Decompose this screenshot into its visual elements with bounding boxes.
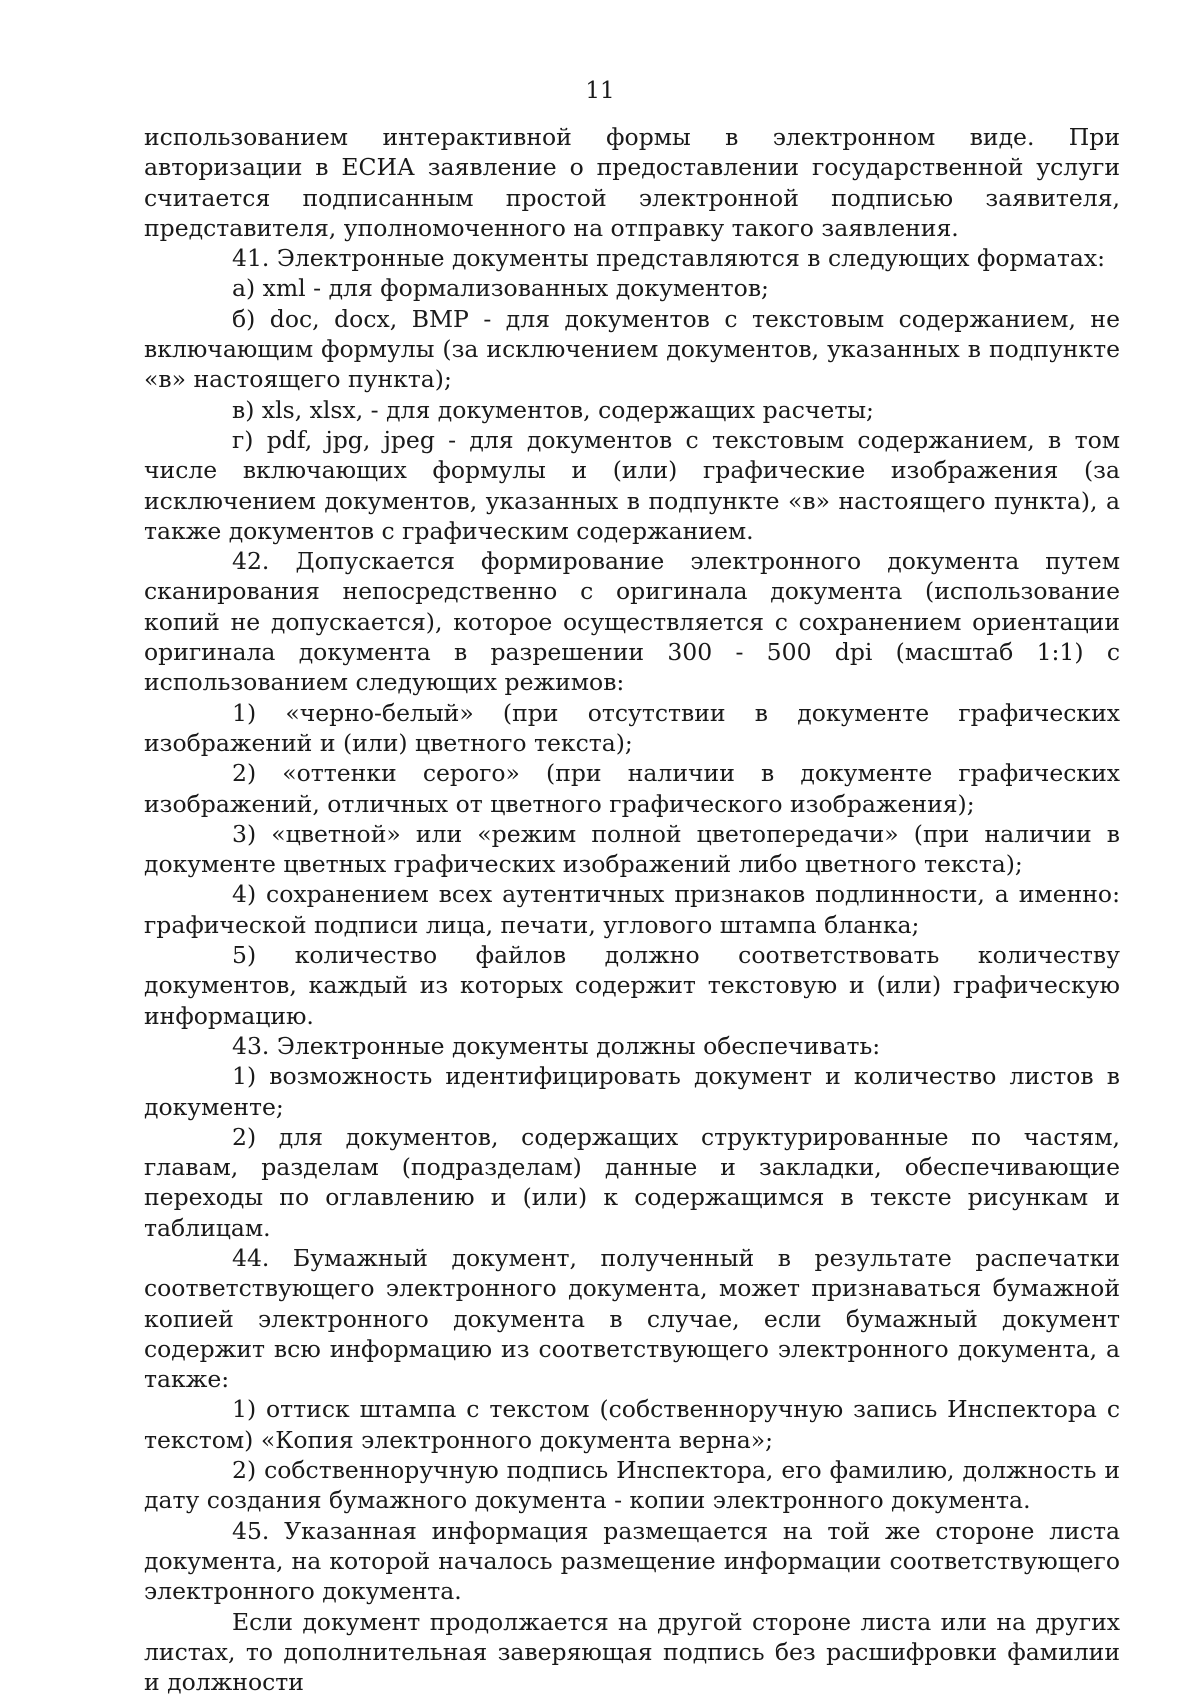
paragraph-42-1: 1) «черно-белый» (при отсутствии в документе графических изображений и (или) цветного текста); xyxy=(144,698,1120,757)
paragraph-43: 43. Электронные документы должны обеспечивать: xyxy=(232,1031,881,1060)
paragraph-41-b: б) doc, docx, BMP - для документов с текстовым содержанием, не включающим формулы (за исключением документов, указанных в подпункте «в» настоящего пункта); xyxy=(144,304,1120,394)
document-body xyxy=(144,122,1120,1697)
paragraph-42-4: 4) сохранением всех аутентичных признаков подлинности, а именно: графической подписи лица, печати, углового штампа бланка; xyxy=(144,880,1120,939)
paragraph-44-2: 2) собственноручную подпись Инспектора, его фамилию, должность и дату создания бумажного документа - копии электронного документа. xyxy=(144,1456,1120,1515)
paragraph-45: 45. Указанная информация размещается на той же стороне листа документа, на которой началось размещение информации соответствующего электронного документа. xyxy=(144,1516,1120,1606)
paragraph-41: 41. Электронные документы представляются в следующих форматах: xyxy=(232,244,1105,273)
paragraph-42-2: 2) «оттенки серого» (при наличии в документе графических изображений, отличных от цветного графического изображения); xyxy=(144,759,1120,818)
paragraph-43-2: 2) для документов, содержащих структурированные по частям, главам, разделам (подразделам) данные и закладки, обеспечивающие переходы по оглавлению и (или) к содержащимся в тексте рисункам и таблицам. xyxy=(144,1122,1120,1242)
paragraph-esia-continuation: использованием интерактивной формы в электронном виде. При авторизации в ЕСИА заявление о предоставлении государственной услуги считается подписанным простой электронной подписью заявителя, представителя, уполномоченного на отправку такого заявления. xyxy=(144,123,1120,242)
paragraph-42-3: 3) «цветной» или «режим полной цветопередачи» (при наличии в документе цветных графических изображений либо цветного текста); xyxy=(144,819,1120,879)
paragraph-44-1: 1) оттиск штампа с текстом (собственноручную запись Инспектора с текстом) «Копия электронного документа верна»; xyxy=(144,1395,1120,1454)
paragraph-41-g: г) pdf, jpg, jpeg - для документов с текстовым содержанием, в том числе включающих формулы и (или) графические изображения (за исключением документов, указанных в подпункте «в» настоящего пункта), а также документов с графическим содержанием. xyxy=(144,425,1120,545)
paragraph-44: 44. Бумажный документ, полученный в результате распечатки соответствующего электронного документа, может признаваться бумажной копией электронного документа в случае, если бумажный документ содержит всю информацию из соответствующего электронного документа, а также: xyxy=(144,1243,1120,1394)
paragraph-45-continuation: Если документ продолжается на другой стороне листа или на других листах, то дополнительная заверяющая подпись без расшифровки фамилии и должности xyxy=(144,1607,1120,1697)
paragraph-41-a: а) xml - для формализованных документов; xyxy=(232,274,769,303)
paragraph-42: 42. Допускается формирование электронного документа путем сканирования непосредственно с оригинала документа (использование копий не допускается), которое осуществляется с сохранением ориентации оригинала документа в разрешении 300 - 500 dpi (масштаб 1:1) с использованием следующих режимов: xyxy=(144,547,1120,697)
page-number: 11 xyxy=(585,78,615,104)
paragraph-42-5: 5) количество файлов должно соответствовать количеству документов, каждый из которых содержит текстовую и (или) графическую информацию. xyxy=(144,941,1120,1030)
paragraph-43-1: 1) возможность идентифицировать документ и количество листов в документе; xyxy=(144,1062,1120,1121)
paragraph-41-v: в) xls, xlsx, - для документов, содержащих расчеты; xyxy=(232,395,874,424)
